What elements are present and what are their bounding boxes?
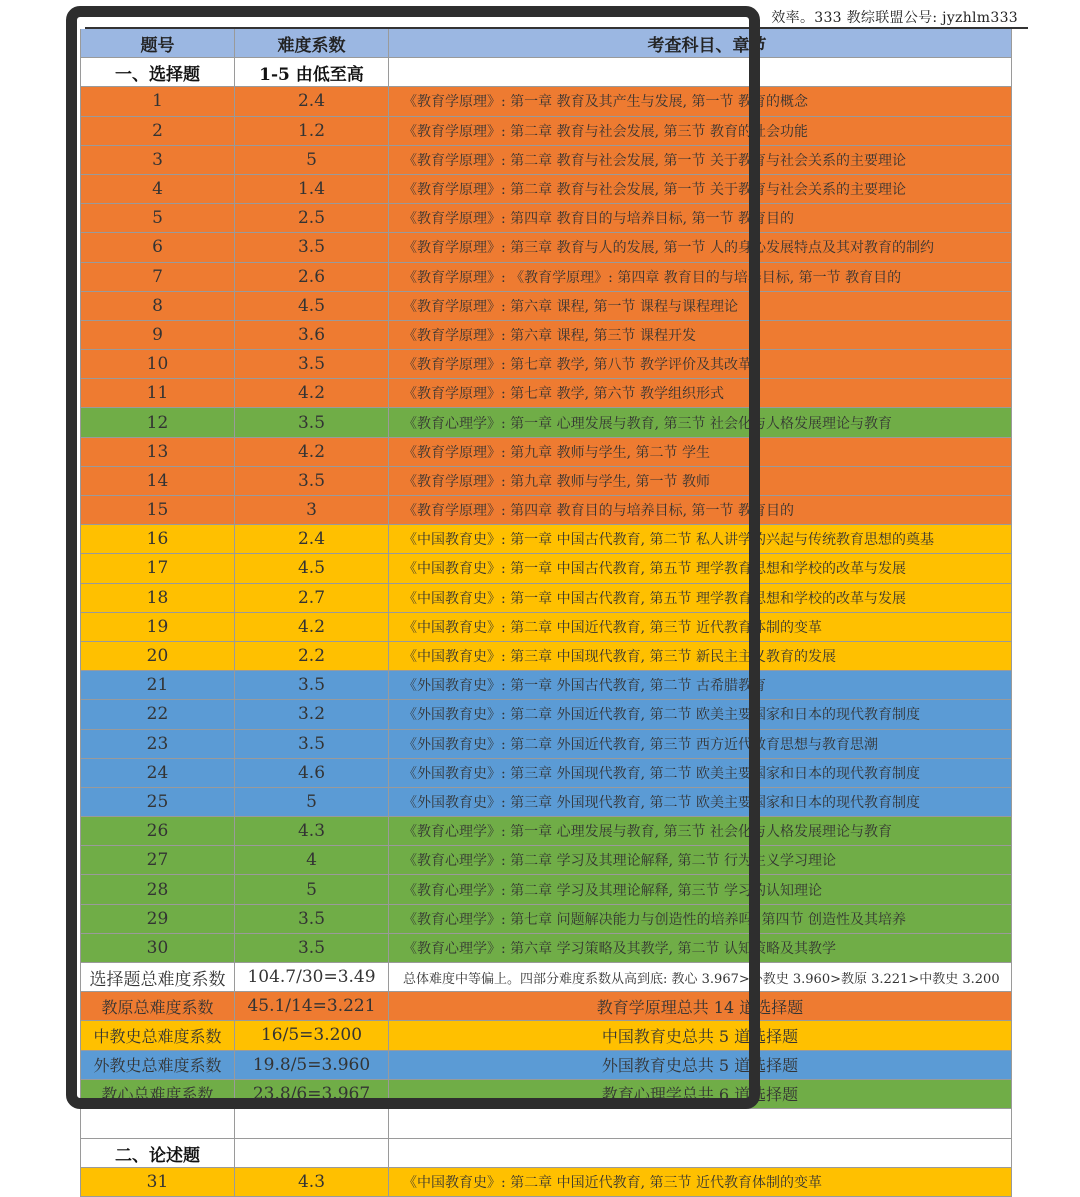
question-number: 21 xyxy=(80,671,235,700)
stat-desc: 教育心理学总共 6 道选择题 xyxy=(389,1080,1012,1109)
topic-text: 《外国教育史》: 第二章 外国近代教育, 第三节 西方近代教育思想与教育思潮 xyxy=(389,730,1012,759)
question-number: 2 xyxy=(80,117,235,146)
question-number: 6 xyxy=(80,233,235,262)
difficulty-value: 4 xyxy=(235,846,389,875)
section-blank xyxy=(235,1139,389,1168)
blank-row xyxy=(80,1109,1012,1139)
question-number: 3 xyxy=(80,146,235,175)
stat-desc: 教育学原理总共 14 道选择题 xyxy=(389,992,1012,1021)
difficulty-value: 3.5 xyxy=(235,467,389,496)
topic-text: 《中国教育史》: 第一章 中国古代教育, 第五节 理学教育思想和学校的改革与发展 xyxy=(389,584,1012,613)
topic-text: 《教育学原理》: 第三章 教育与人的发展, 第一节 人的身心发展特点及其对教育的制约 xyxy=(389,233,1012,262)
difficulty-value: 5 xyxy=(235,788,389,817)
topic-text: 《教育学原理》: 第四章 教育目的与培养目标, 第一节 教育目的 xyxy=(389,204,1012,233)
difficulty-value: 3.6 xyxy=(235,321,389,350)
stat-label: 教原总难度系数 xyxy=(80,992,235,1021)
summary-value: 104.7/30=3.49 xyxy=(235,963,389,992)
difficulty-value: 2.6 xyxy=(235,263,389,292)
question-number: 11 xyxy=(80,379,235,408)
header-difficulty: 难度系数 xyxy=(235,29,389,58)
blank-cell xyxy=(389,1109,1012,1139)
topic-text: 《教育心理学》: 第二章 学习及其理论解释, 第二节 行为主义学习理论 xyxy=(389,846,1012,875)
question-number: 19 xyxy=(80,613,235,642)
question-number: 10 xyxy=(80,350,235,379)
question-number: 1 xyxy=(80,87,235,116)
stat-value: 23.8/6=3.967 xyxy=(235,1080,389,1109)
difficulty-value: 2.7 xyxy=(235,584,389,613)
difficulty-value: 4.3 xyxy=(235,817,389,846)
difficulty-value: 2.4 xyxy=(235,87,389,116)
topic-text: 《教育学原理》: 第六章 课程, 第三节 课程开发 xyxy=(389,321,1012,350)
stat-desc: 外国教育史总共 5 道选择题 xyxy=(389,1051,1012,1080)
topic-text: 《教育学原理》: 第九章 教师与学生, 第一节 教师 xyxy=(389,467,1012,496)
stat-label: 教心总难度系数 xyxy=(80,1080,235,1109)
question-number: 27 xyxy=(80,846,235,875)
difficulty-value: 4.3 xyxy=(235,1168,389,1197)
difficulty-value: 3.5 xyxy=(235,905,389,934)
question-number: 14 xyxy=(80,467,235,496)
difficulty-value: 2.4 xyxy=(235,525,389,554)
section-essay-header xyxy=(80,1139,1012,1168)
question-number: 26 xyxy=(80,817,235,846)
summary-note: 总体难度中等偏上。四部分难度系数从高到底: 教心 3.967>外教史 3.960>教原 3.221>中教史 3.200 xyxy=(389,963,1012,992)
topic-text: 《外国教育史》: 第一章 外国古代教育, 第二节 古希腊教育 xyxy=(389,671,1012,700)
section-note: 1-5 由低至高 xyxy=(235,58,389,87)
summary-label: 选择题总难度系数 xyxy=(80,963,235,992)
difficulty-value: 5 xyxy=(235,146,389,175)
header-topic: 考查科目、章节 xyxy=(389,29,1012,58)
difficulty-value: 4.5 xyxy=(235,292,389,321)
question-number: 28 xyxy=(80,875,235,904)
topic-text: 《教育心理学》: 第一章 心理发展与教育, 第三节 社会化与人格发展理论与教育 xyxy=(389,817,1012,846)
topic-text: 《中国教育史》: 第二章 中国近代教育, 第三节 近代教育体制的变革 xyxy=(389,613,1012,642)
difficulty-value: 4.2 xyxy=(235,438,389,467)
question-number: 8 xyxy=(80,292,235,321)
difficulty-value: 4.2 xyxy=(235,379,389,408)
topic-text: 《中国教育史》: 第二章 中国近代教育, 第三节 近代教育体制的变革 xyxy=(389,1168,1012,1197)
question-number: 17 xyxy=(80,554,235,583)
topic-text: 《教育学原理》: 《教育学原理》: 第四章 教育目的与培养目标, 第一节 教育目的 xyxy=(389,263,1012,292)
header-number: 题号 xyxy=(80,29,235,58)
topic-text: 《外国教育史》: 第三章 外国现代教育, 第二节 欧美主要国家和日本的现代教育制度 xyxy=(389,759,1012,788)
question-number: 12 xyxy=(80,408,235,437)
difficulty-value: 2.2 xyxy=(235,642,389,671)
question-number: 4 xyxy=(80,175,235,204)
difficulty-value: 3.5 xyxy=(235,671,389,700)
difficulty-value: 4.5 xyxy=(235,554,389,583)
selection-frame[interactable] xyxy=(66,6,760,1109)
question-number: 25 xyxy=(80,788,235,817)
question-number: 22 xyxy=(80,700,235,729)
difficulty-value: 3.5 xyxy=(235,730,389,759)
difficulty-value: 3.5 xyxy=(235,408,389,437)
topic-text: 《中国教育史》: 第一章 中国古代教育, 第五节 理学教育思想和学校的改革与发展 xyxy=(389,554,1012,583)
question-number: 13 xyxy=(80,438,235,467)
stat-label: 外教史总难度系数 xyxy=(80,1051,235,1080)
section-title: 一、选择题 xyxy=(80,58,235,87)
difficulty-value: 3.5 xyxy=(235,233,389,262)
difficulty-value: 3.2 xyxy=(235,700,389,729)
topic-text: 《教育学原理》: 第二章 教育与社会发展, 第一节 关于教育与社会关系的主要理论 xyxy=(389,146,1012,175)
difficulty-value: 3 xyxy=(235,496,389,525)
question-number: 24 xyxy=(80,759,235,788)
topic-text: 《教育学原理》: 第九章 教师与学生, 第二节 学生 xyxy=(389,438,1012,467)
difficulty-value: 4.6 xyxy=(235,759,389,788)
topic-text: 《教育学原理》: 第六章 课程, 第一节 课程与课程理论 xyxy=(389,292,1012,321)
difficulty-value: 1.2 xyxy=(235,117,389,146)
question-number: 30 xyxy=(80,934,235,963)
section-blank xyxy=(389,1139,1012,1168)
topic-text: 《教育学原理》: 第七章 教学, 第六节 教学组织形式 xyxy=(389,379,1012,408)
difficulty-value: 3.5 xyxy=(235,350,389,379)
topic-text: 《教育心理学》: 第一章 心理发展与教育, 第三节 社会化与人格发展理论与教育 xyxy=(389,408,1012,437)
blank-cell xyxy=(80,1109,235,1139)
top-note: 效率。333 教综联盟公号: jyzhlm333 xyxy=(771,10,1018,26)
topic-text: 《教育心理学》: 第七章 问题解决能力与创造性的培养吗, 第四节 创造性及其培养 xyxy=(389,905,1012,934)
stat-value: 45.1/14=3.221 xyxy=(235,992,389,1021)
stat-label: 中教史总难度系数 xyxy=(80,1021,235,1050)
topic-text: 《教育学原理》: 第四章 教育目的与培养目标, 第一节 教育目的 xyxy=(389,496,1012,525)
stat-value: 19.8/5=3.960 xyxy=(235,1051,389,1080)
difficulty-value: 1.4 xyxy=(235,175,389,204)
difficulty-value: 2.5 xyxy=(235,204,389,233)
question-number: 18 xyxy=(80,584,235,613)
blank-cell xyxy=(235,1109,389,1139)
stat-value: 16/5=3.200 xyxy=(235,1021,389,1050)
question-number: 31 xyxy=(80,1168,235,1197)
question-number: 20 xyxy=(80,642,235,671)
topic-text: 《教育心理学》: 第二章 学习及其理论解释, 第三节 学习的认知理论 xyxy=(389,875,1012,904)
topic-text: 《教育学原理》: 第二章 教育与社会发展, 第三节 教育的社会功能 xyxy=(389,117,1012,146)
topic-text: 《教育心理学》: 第六章 学习策略及其教学, 第二节 认知策略及其教学 xyxy=(389,934,1012,963)
question-number: 5 xyxy=(80,204,235,233)
topic-text: 《教育学原理》: 第二章 教育与社会发展, 第一节 关于教育与社会关系的主要理论 xyxy=(389,175,1012,204)
question-number: 23 xyxy=(80,730,235,759)
question-number: 16 xyxy=(80,525,235,554)
difficulty-value: 5 xyxy=(235,875,389,904)
topic-text: 《教育学原理》: 第一章 教育及其产生与发展, 第一节 教育的概念 xyxy=(389,87,1012,116)
question-number: 29 xyxy=(80,905,235,934)
topic-text: 《外国教育史》: 第三章 外国现代教育, 第二节 欧美主要国家和日本的现代教育制度 xyxy=(389,788,1012,817)
question-number: 15 xyxy=(80,496,235,525)
section-title: 二、论述题 xyxy=(80,1139,235,1168)
stat-desc: 中国教育史总共 5 道选择题 xyxy=(389,1021,1012,1050)
difficulty-value: 3.5 xyxy=(235,934,389,963)
topic-text: 《中国教育史》: 第三章 中国现代教育, 第三节 新民主主义教育的发展 xyxy=(389,642,1012,671)
question-number: 9 xyxy=(80,321,235,350)
topic-text: 《教育学原理》: 第七章 教学, 第八节 教学评价及其改革 xyxy=(389,350,1012,379)
difficulty-value: 4.2 xyxy=(235,613,389,642)
topic-text: 《中国教育史》: 第一章 中国古代教育, 第二节 私人讲学的兴起与传统教育思想的奠基 xyxy=(389,525,1012,554)
question-number: 7 xyxy=(80,263,235,292)
topic-text: 《外国教育史》: 第二章 外国近代教育, 第二节 欧美主要国家和日本的现代教育制度 xyxy=(389,700,1012,729)
